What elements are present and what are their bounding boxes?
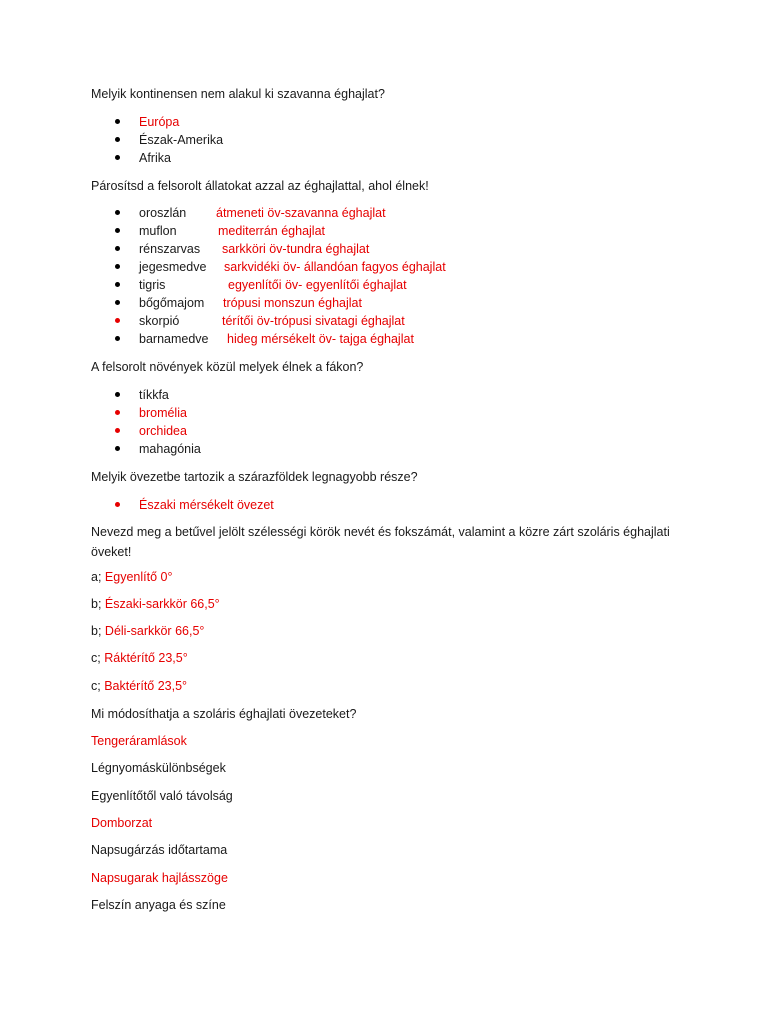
bullet [115,228,120,233]
answer-row [91,678,187,694]
bullet [115,392,120,397]
option-answer: bromélia [139,406,187,420]
answer-row [91,596,220,612]
climate-answer: térítői öv-trópusi sivatagi éghajlat [222,314,405,328]
factor-answer: Domborzat [91,816,153,830]
option-answer: orchidea [139,424,187,438]
option-answer: Európa [139,115,180,129]
bullet [115,246,120,251]
option: mahagónia [139,442,201,456]
question-2: Párosítsd a felsorolt állatokat azzal az éghajlattal, ahol élnek! [91,179,429,193]
animal-name: rénszarvas [139,242,201,256]
answer-text: Baktérítő 23,5° [104,679,188,693]
question-5: Nevezd meg a betűvel jelölt szélességi körök nevét és fokszámát, valamint a közre zárt szoláris éghajlati öveket! [91,525,670,559]
climate-answer: trópusi monszun éghajlat [223,296,362,310]
bullet [115,264,120,269]
answer-letter: b; [91,597,102,611]
factor: Légnyomáskülönbségek [91,761,226,775]
animal-name: barnamedve [139,332,209,346]
question-6: Mi módosíthatja a szoláris éghajlati övezeteket? [91,707,357,721]
climate-answer: átmeneti öv-szavanna éghajlat [216,206,386,220]
bullet [115,155,120,160]
answer-text: Északi-sarkkör 66,5° [104,597,220,611]
answer-row [91,650,188,666]
bullet [115,428,120,433]
answer-text: Egyenlítő 0° [104,570,173,584]
answer-text: Ráktérítő 23,5° [104,651,188,665]
bullet [115,446,120,451]
climate-answer: sarkköri öv-tundra éghajlat [222,242,370,256]
factor: Egyenlítőtől való távolság [91,789,233,803]
climate-answer: mediterrán éghajlat [218,224,326,238]
bullet [115,336,120,341]
question-4: Melyik övezetbe tartozik a szárazföldek legnagyobb része? [91,470,418,484]
question-1: Melyik kontinensen nem alakul ki szavanna éghajlat? [91,87,385,101]
factor: Felszín anyaga és színe [91,898,226,912]
answer-letter: c; [91,651,101,665]
climate-answer: sarkvidéki öv- állandóan fagyos éghajlat [224,260,446,274]
climate-answer: egyenlítői öv- egyenlítői éghajlat [228,278,407,292]
animal-name: oroszlán [139,206,187,220]
bullet [115,300,120,305]
bullet [115,210,120,215]
answer-row [91,623,204,639]
animal-name: jegesmedve [139,260,207,274]
option: Észak-Amerika [139,133,224,147]
bullet [115,318,120,323]
animal-name: bőgőmajom [139,296,205,310]
bullet [115,502,120,507]
factor-answer: Tengeráramlások [91,734,187,748]
answer-row [91,569,172,585]
animal-name: muflon [139,224,177,238]
option: tíkkfa [139,388,169,402]
answer-letter: c; [91,679,101,693]
answer-letter: a; [91,570,102,584]
bullet [115,410,120,415]
answer-letter: b; [91,624,102,638]
bullet [115,282,120,287]
factor: Napsugárzás időtartama [91,843,228,857]
climate-answer: hideg mérsékelt öv- tajga éghajlat [227,332,414,346]
factor-answer: Napsugarak hajlásszöge [91,871,228,885]
answer: Északi mérsékelt övezet [139,498,274,512]
animal-name: tigris [139,278,166,292]
bullet [115,137,120,142]
option: Afrika [139,151,171,165]
animal-name: skorpió [139,314,180,328]
bullet [115,119,120,124]
answer-text: Déli-sarkkör 66,5° [104,624,205,638]
question-3: A felsorolt növények közül melyek élnek a fákon? [91,360,364,374]
